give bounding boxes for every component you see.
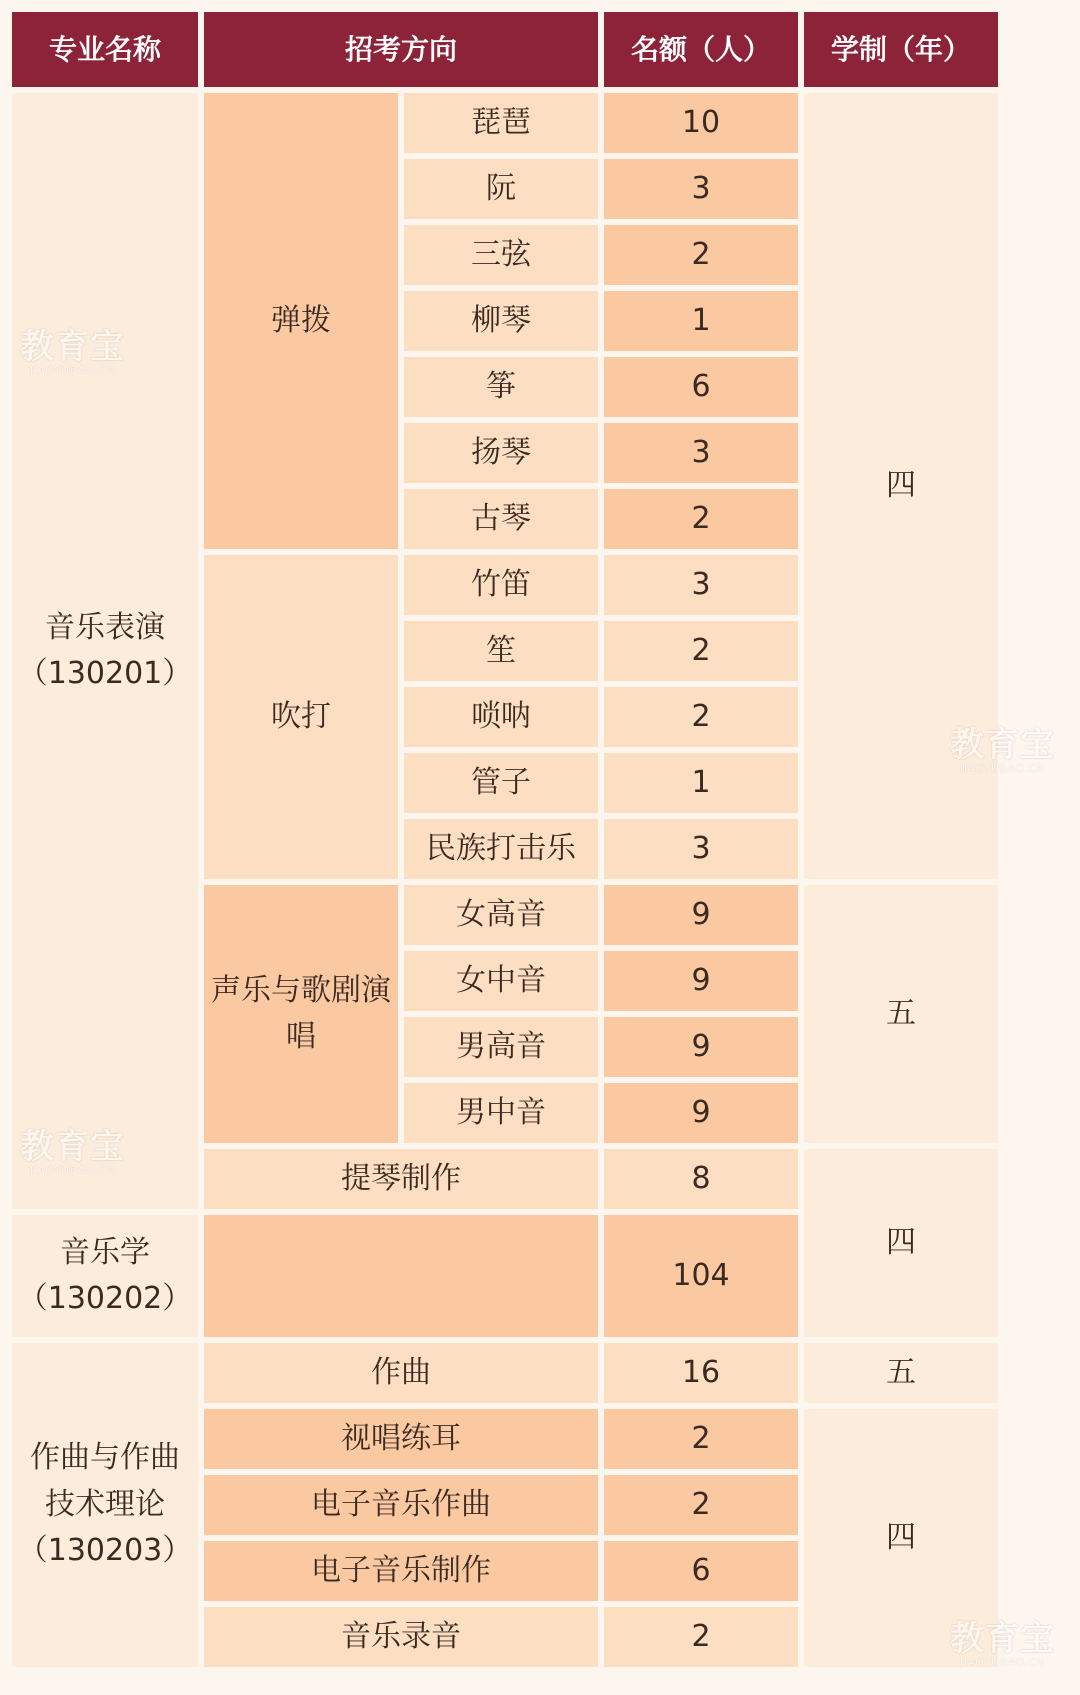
sub-guanzi: 管子 xyxy=(404,753,598,813)
years-group3: 四 xyxy=(804,1149,998,1337)
sub-baritone: 男中音 xyxy=(404,1083,598,1143)
quota-zheng: 6 xyxy=(604,357,798,417)
quota-folk-percussion: 3 xyxy=(604,819,798,879)
watermark-logo: 教育宝 JIAOYUBAO.CN xyxy=(20,327,125,377)
sub-sheng: 笙 xyxy=(404,621,598,681)
quota-electronic-composition: 2 xyxy=(604,1475,798,1535)
sub-suona: 唢呐 xyxy=(404,687,598,747)
sub-guqin: 古琴 xyxy=(404,489,598,549)
table-row xyxy=(12,1343,998,1403)
quota-ruan: 3 xyxy=(604,159,798,219)
header-quota: 名额（人） xyxy=(604,12,798,87)
quota-suona: 2 xyxy=(604,687,798,747)
enrollment-table-wrapper xyxy=(12,12,998,1667)
sub-folk-percussion: 民族打击乐 xyxy=(404,819,598,879)
quota-composition: 16 xyxy=(604,1343,798,1403)
major-composition: 作曲与作曲 技术理论 （130203） xyxy=(12,1343,198,1667)
sub-mezzo: 女中音 xyxy=(404,951,598,1011)
sub-dizi: 竹笛 xyxy=(404,555,598,615)
track-recording: 音乐录音 xyxy=(204,1607,598,1667)
track-plucked: 弹拨 xyxy=(204,93,398,549)
quota-baritone: 9 xyxy=(604,1083,798,1143)
enrollment-table xyxy=(6,6,1004,1673)
quota-soprano: 9 xyxy=(604,885,798,945)
quota-electronic-production: 6 xyxy=(604,1541,798,1601)
quota-guanzi: 1 xyxy=(604,753,798,813)
track-musicology-empty xyxy=(204,1215,598,1337)
major-musicology: 音乐学 （130202） xyxy=(12,1215,198,1337)
sub-yangqin: 扬琴 xyxy=(404,423,598,483)
watermark-logo: 教育宝 JIAOYUBAO.CN xyxy=(950,1619,1055,1669)
sub-soprano: 女高音 xyxy=(404,885,598,945)
years-group5: 四 xyxy=(804,1409,998,1667)
quota-tenor: 9 xyxy=(604,1017,798,1077)
header-years: 学制（年） xyxy=(804,12,998,87)
major-performance: 音乐表演 （130201） xyxy=(12,93,198,1209)
quota-pipa: 10 xyxy=(604,93,798,153)
quota-recording: 2 xyxy=(604,1607,798,1667)
track-violin-making: 提琴制作 xyxy=(204,1149,598,1209)
quota-yangqin: 3 xyxy=(604,423,798,483)
watermark-logo: 教育宝 JIAOYUBAO.CN xyxy=(20,1127,125,1177)
header-row xyxy=(12,12,998,87)
track-electronic-production: 电子音乐制作 xyxy=(204,1541,598,1601)
sub-tenor: 男高音 xyxy=(404,1017,598,1077)
track-wind-percussion: 吹打 xyxy=(204,555,398,879)
sub-zheng: 筝 xyxy=(404,357,598,417)
quota-musicology: 104 xyxy=(604,1215,798,1337)
track-vocal-opera: 声乐与歌剧演 唱 xyxy=(204,885,398,1143)
track-sight-singing: 视唱练耳 xyxy=(204,1409,598,1469)
quota-violin-making: 8 xyxy=(604,1149,798,1209)
quota-liuqin: 1 xyxy=(604,291,798,351)
years-group1: 四 xyxy=(804,93,998,879)
quota-guqin: 2 xyxy=(604,489,798,549)
years-group4: 五 xyxy=(804,1343,998,1403)
quota-mezzo: 9 xyxy=(604,951,798,1011)
watermark-logo: 教育宝 JIAOYUBAO.CN xyxy=(950,725,1055,775)
quota-sheng: 2 xyxy=(604,621,798,681)
quota-dizi: 3 xyxy=(604,555,798,615)
quota-sanxian: 2 xyxy=(604,225,798,285)
track-electronic-composition: 电子音乐作曲 xyxy=(204,1475,598,1535)
sub-ruan: 阮 xyxy=(404,159,598,219)
years-group2: 五 xyxy=(804,885,998,1143)
header-direction: 招考方向 xyxy=(204,12,598,87)
header-major: 专业名称 xyxy=(12,12,198,87)
sub-pipa: 琵琶 xyxy=(404,93,598,153)
quota-sight-singing: 2 xyxy=(604,1409,798,1469)
track-composition: 作曲 xyxy=(204,1343,598,1403)
sub-liuqin: 柳琴 xyxy=(404,291,598,351)
table-row xyxy=(12,93,998,153)
sub-sanxian: 三弦 xyxy=(404,225,598,285)
